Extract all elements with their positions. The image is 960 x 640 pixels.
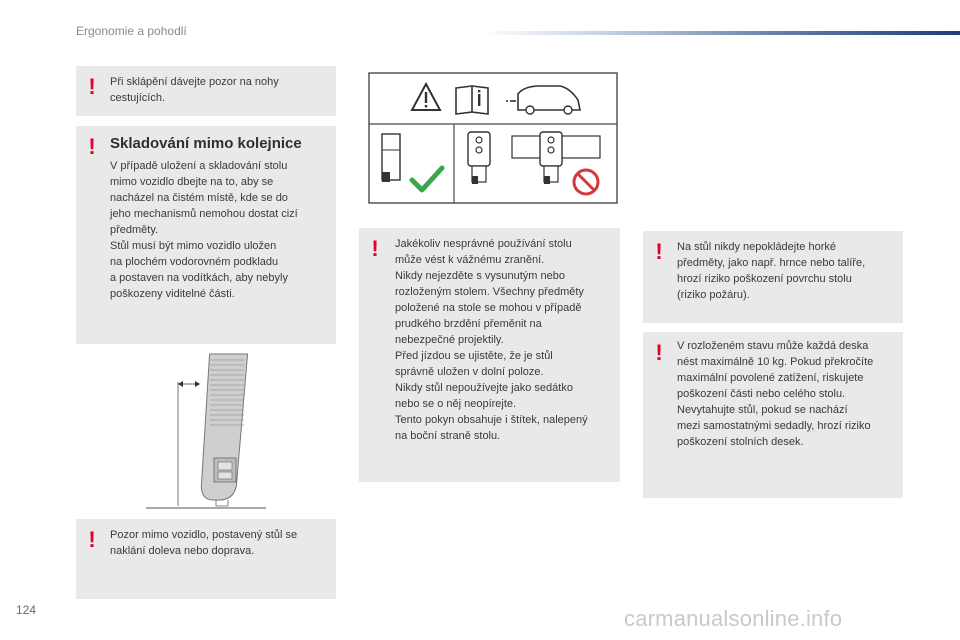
stored-ok-icon [382,134,400,182]
warning-box-tilting [76,519,336,599]
table-upright-illustration [140,348,270,513]
header-gradient-bar [480,31,960,35]
page-number: 124 [16,603,37,617]
warning-text-misuse: Jakékoliv nesprávné používání stolu může vést k vážnému zranění. Nikdy nejezděte s vysunutým nebo rozloženým stolem. Všechny předměty položené na stole se mohou v případě prudkého brzdění přeměnit na nebezpečné projektily. Před jízdou se ujistěte, že je stůl správně uložen v dolní poloze. Nikdy stůl nepoužívejte jako sedátko nebo se o něj neopírejte. Tento pokyn obsahuje i štítek, nalepený na boční straně stolu. [395,238,588,442]
warning-icon: ! [88,134,96,159]
warning-icon: ! [88,527,96,552]
warning-box-hot-objects [643,231,903,323]
warning-text-tilting: Pozor mimo vozidlo, postavený stůl se naklání doleva nebo doprava. [110,529,298,557]
warning-box-misuse [359,228,620,482]
gap-arrow-icon [178,381,200,387]
warning-box-folding [76,66,336,116]
warning-text-storage: V případě uložení a skladování stolu mimo vozidlo dbejte na to, aby se nacházel na čistém místě, kde se do jeho mechanismů nemohou dostat cizí předměty. Stůl musí být mimo vozidlo uložen na plochém vodorovném podkladu a postaven na vodítkách, aby nebyly poškozeny viditelné části. [110,160,298,300]
table-upright-figure [140,348,270,513]
watermark: carmanualsonline.info [624,606,843,631]
warning-text-load: V rozloženém stavu může každá deska nést maximálně 10 kg. Pokud překročíte maximální povolené zatížení, riskujete poškození části nebo celého stolu. Nevytahujte stůl, pokud se nachází mezi samostatnými sedadly, hrozí riziko poškození stolních desek. [677,340,874,448]
table-label-illustration [368,72,618,204]
warning-box-storage [76,126,336,344]
warning-icon: ! [88,74,96,99]
warning-icon: ! [655,340,663,365]
section-title: Ergonomie a pohodlí [76,24,187,38]
read-manual-icon [456,86,488,114]
storage-heading: Skladování mimo kolejnice [110,135,302,152]
warning-icon: ! [371,236,379,261]
warning-icon: ! [655,239,663,264]
warning-text-folding: Při sklápění dávejte pozor na nohy cestujících. [110,76,279,104]
table-label-figure [368,72,618,204]
warning-box-load [643,332,903,498]
warning-text-hot-objects: Na stůl nikdy nepokládejte horké předměty, jako např. hrnce nebo talíře, hrozí riziko poškození povrchu stolu (riziko požáru). [677,241,866,301]
